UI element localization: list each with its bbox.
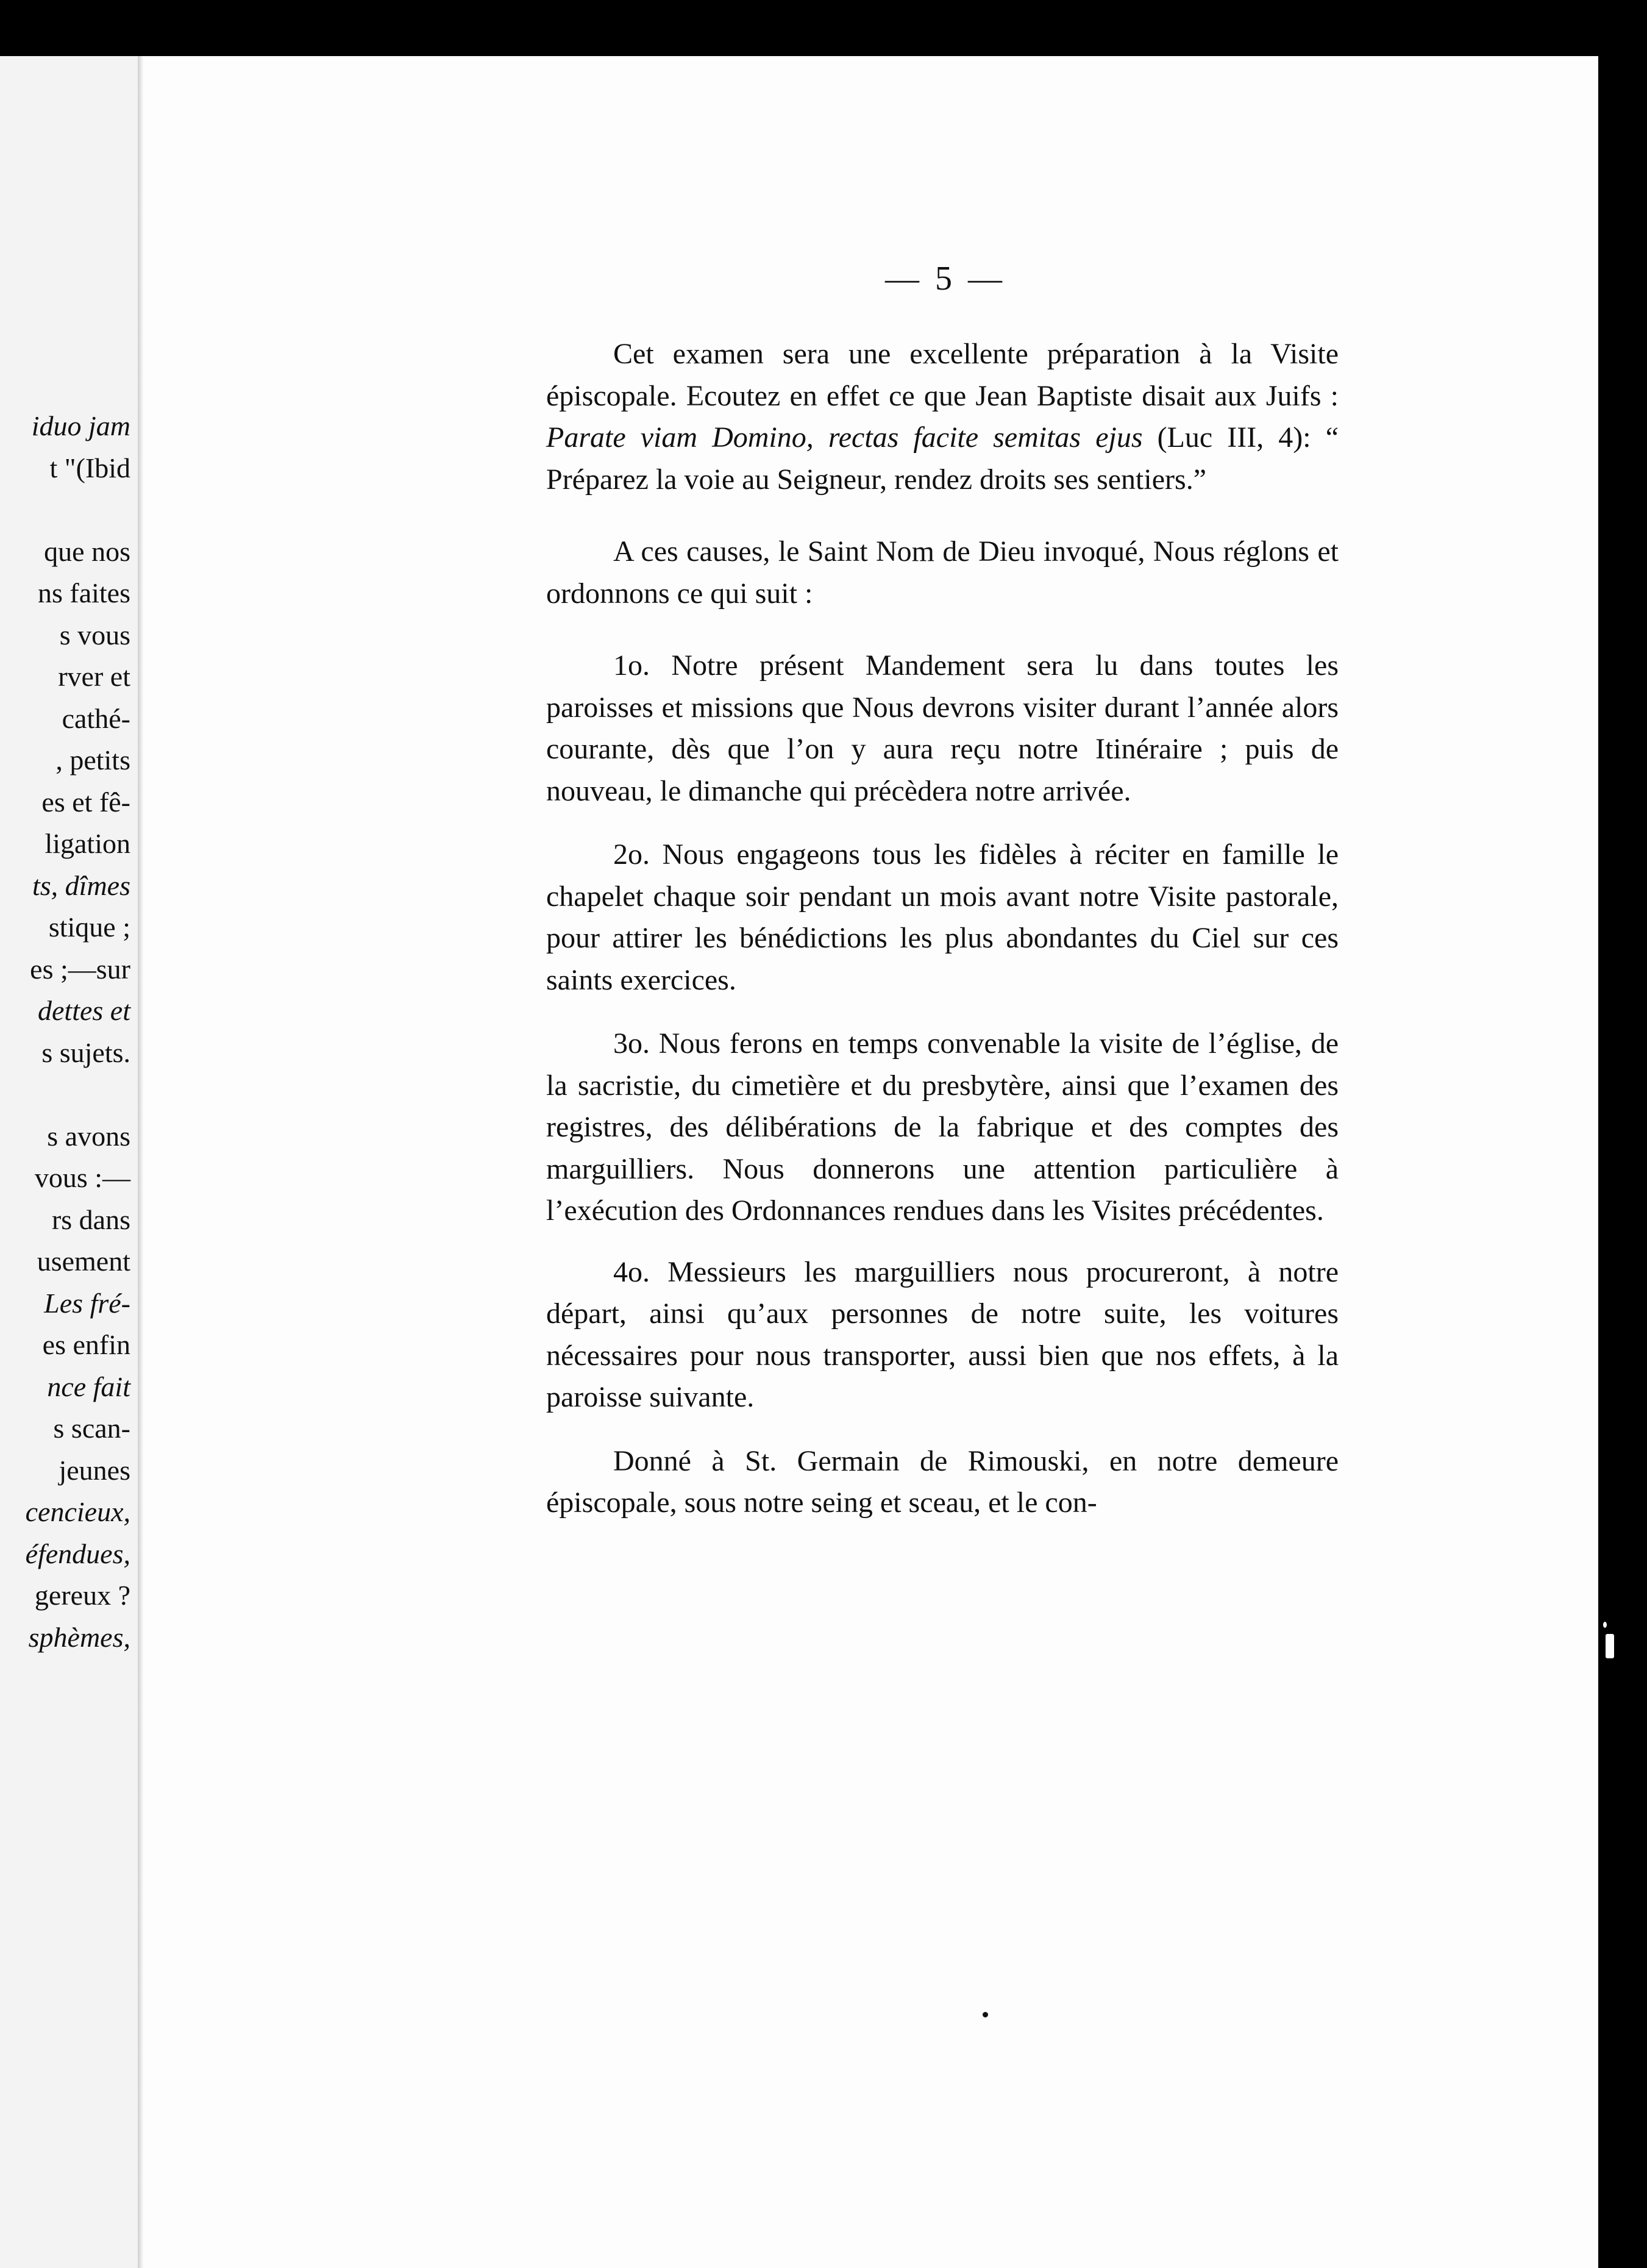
- left-line-fragment: nce fait: [47, 1371, 130, 1402]
- left-line-fragment: ns faites: [37, 577, 130, 608]
- left-line-fragment: s scan-: [53, 1413, 130, 1444]
- left-line-fragment: s vous: [59, 619, 130, 651]
- left-line-fragment: sphèmes,: [28, 1621, 130, 1653]
- left-line-fragment: vous :—: [34, 1162, 130, 1193]
- paragraph-article-3: 3o. Nous ferons en temps convenable la visite de l’église, de la sacristie, du cimetière et du presbytère, ainsi que l’examen des registres, des délibérations de la fabrique et des comptes des marguilliers. Nous donnerons une attention particulière à l’exécution des Ordonnances rendues dans les Visites précédentes.: [546, 1027, 1339, 1227]
- left-line-fragment: cathé-: [62, 702, 130, 734]
- paragraph-donne: Donné à St. Germain de Rimouski, en notre demeure épiscopale, sous notre seing et sceau, et le con-: [546, 1444, 1339, 1519]
- body-text: [546, 333, 1339, 1524]
- left-line-fragment: gereux ?: [34, 1580, 130, 1611]
- left-line-fragment: Les fré-: [44, 1287, 130, 1319]
- page-number: — 5 —: [885, 260, 1006, 298]
- left-line-fragment: es enfin: [42, 1329, 130, 1360]
- left-line-fragment: jeunes: [59, 1454, 130, 1486]
- left-line-fragment: es ;—sur: [30, 953, 130, 985]
- paragraph-article-2: 2o. Nous engageons tous les fidèles à réciter en famille le chapelet chaque soir pendant un mois avant notre Visite pastorale, pour attirer les bénédictions les plus abondantes du Ciel sur ces saints exercices.: [546, 838, 1339, 996]
- left-line-fragment: s sujets.: [41, 1036, 130, 1068]
- paragraph-causes: A ces causes, le Saint Nom de Dieu invoqué, Nous réglons et ordonnons ce qui suit :: [546, 535, 1339, 610]
- left-line-fragment: stique ;: [48, 911, 130, 943]
- scan-top-border: [0, 0, 1647, 56]
- left-line-fragment: ligation: [44, 828, 130, 859]
- scan-speck: [1606, 1634, 1614, 1658]
- left-page-fragment: [0, 56, 138, 2268]
- scan-right-border: [1598, 0, 1647, 2268]
- latin-quote: Parate viam Domino, rectas facite semitas ejus: [546, 421, 1143, 454]
- book-gutter: [138, 56, 144, 2268]
- left-line-fragment: es et fê-: [41, 786, 130, 818]
- paragraph-article-4: 4o. Messieurs les marguilliers nous procureront, à notre départ, ainsi qu’aux personnes de notre suite, les voitures nécessaires pour nous transporter, aussi bien que nos effets, à la paroisse suivante.: [546, 1255, 1339, 1413]
- left-line-fragment: s avons: [47, 1120, 130, 1152]
- left-line-fragment: éfendues,: [25, 1538, 130, 1569]
- left-line-fragment: usement: [37, 1246, 130, 1277]
- left-line-fragment: t "(Ibid: [49, 452, 130, 483]
- left-line-fragment: dettes et: [38, 995, 130, 1026]
- paragraph-article-1: 1o. Notre présent Mandement sera lu dans toutes les paroisses et missions que Nous devrons visiter durant l’année alors courante, dès que l’on y aura reçu notre Itinéraire ; puis de nouveau, le dimanche qui précèdera notre arrivée.: [546, 649, 1339, 807]
- paragraph-examen: Cet examen sera une excellente préparation à la Visite épiscopale. Ecoutez en effet ce que Jean Baptiste disait aux Juifs : Parate viam Domino, rectas facite semitas ejus (Luc III, 4): “ Préparez la voie au Seigneur, rendez droits ses sentiers.”: [546, 338, 1339, 496]
- scan-speck: [1603, 1622, 1607, 1628]
- left-line-fragment: ts, dîmes: [32, 869, 130, 901]
- left-line-fragment: que nos: [44, 535, 130, 567]
- left-line-fragment: rs dans: [51, 1204, 130, 1235]
- left-line-fragment: , petits: [55, 744, 130, 776]
- left-line-fragment: iduo jam: [31, 410, 130, 441]
- left-line-fragment: cencieux,: [25, 1496, 130, 1527]
- left-line-fragment: rver et: [58, 661, 130, 692]
- scan-speck: [983, 2012, 988, 2017]
